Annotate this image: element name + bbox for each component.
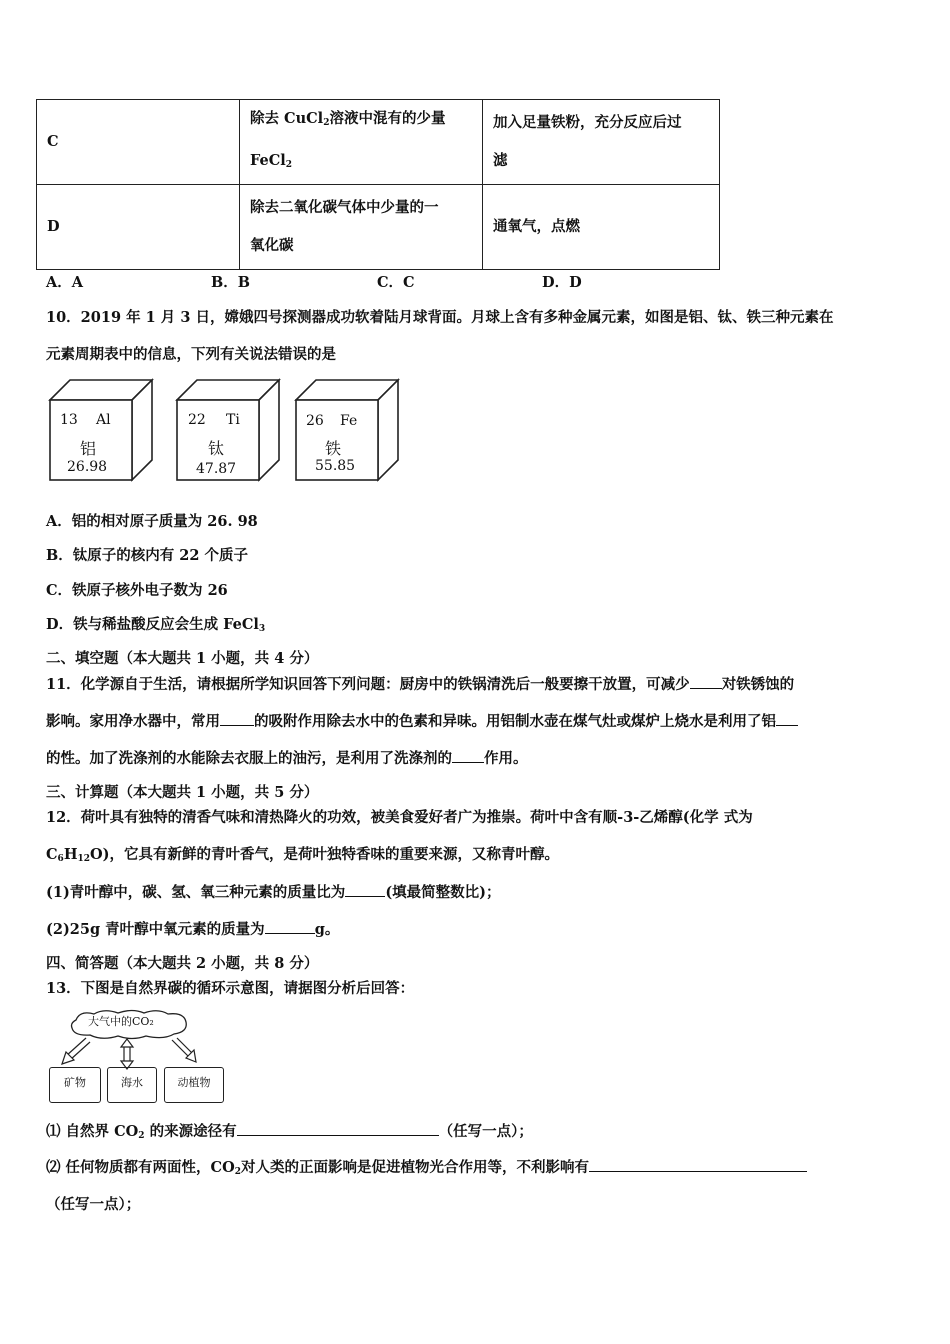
method-cell: 加入足量铁粉，充分反应后过 滤 xyxy=(483,100,720,185)
q10-line1: 10．2019 年 1 月 3 日，嫦娥四号探测器成功软着陆月球背面。月球上含有多种金属元素，如图是铝、钛、铁三种元素在 xyxy=(46,309,834,326)
plants-animals-box: 动植物 xyxy=(164,1067,224,1103)
choice-b: B．B xyxy=(211,274,251,291)
q10-line2: 元素周期表中的信息，下列有关说法错误的是 xyxy=(46,346,336,363)
purpose-cell: 除去 CuCl$_2$溶液中混有的少量 FeCl$_2$ xyxy=(240,100,483,185)
minerals-box: 矿物 xyxy=(49,1067,101,1103)
section-3-heading: 三、计算题（本大题共 1 小题，共 5 分） xyxy=(46,784,319,801)
atmosphere-co2-label: 大气中的CO₂ xyxy=(88,1015,154,1028)
q13-part2: ⑵ 任何物质都有两面性，$CO_2$对人类的正面影响是促进植物光合作用等，不利影响有 xyxy=(46,1157,807,1182)
q12-part2: (2)25g 青叶醇中氧元素的质量为 g。 xyxy=(46,921,340,938)
atomic-mass: 55.85 xyxy=(315,458,356,474)
element-symbol: Al xyxy=(96,412,111,428)
q12-part1: (1)青叶醇中，碳、氢、氧三种元素的质量比为 (填最简整数比)； xyxy=(46,884,501,901)
atomic-number: 13 xyxy=(60,412,78,428)
table-row xyxy=(37,185,720,270)
element-name: 铁 xyxy=(325,439,342,458)
option-label: C xyxy=(37,100,240,185)
q11-line2: 影响。家用净水器中，常用 的吸附作用除去水中的色素和异味。用铝制水壶在煤气灶或煤炉上烧水是利用了铝 xyxy=(46,711,798,732)
q10-choice-a: A．铝的相对原子质量为 26. 98 xyxy=(46,513,258,530)
q13-line1: 13．下图是自然界碳的循环示意图，请据图分析后回答： xyxy=(46,980,415,997)
element-name: 铝 xyxy=(80,439,97,458)
element-symbol: Fe xyxy=(340,413,358,429)
table-row xyxy=(37,100,720,185)
q13-part1: ⑴ 自然界 $CO_2$ 的来源途径有 （任写一点）； xyxy=(46,1123,533,1141)
section-2-heading: 二、填空题（本大题共 1 小题，共 4 分） xyxy=(46,650,319,667)
q12-line1: 12．荷叶具有独特的清香气味和清热降火的功效，被美食爱好者广为推崇。荷叶中含有顺-3-乙烯醇(化学 式为 xyxy=(46,809,753,826)
method-cell: 通氧气，点燃 xyxy=(483,185,720,270)
element-symbol: Ti xyxy=(226,412,240,428)
q10-choice-b: B．钛原子的核内有 22 个质子 xyxy=(46,547,249,564)
choice-a: A．A xyxy=(46,274,84,291)
q10-choice-c: C．铁原子核外电子数为 26 xyxy=(46,582,228,599)
section-4-heading: 四、简答题（本大题共 2 小题，共 8 分） xyxy=(46,955,319,972)
atomic-mass: 47.87 xyxy=(196,461,237,477)
q13-part2-cont: （任写一点）； xyxy=(46,1196,141,1213)
option-label: D xyxy=(37,185,240,270)
atomic-number: 22 xyxy=(188,412,206,428)
seawater-box: 海水 xyxy=(107,1067,157,1103)
q12-line2: $C_6H_{12}O$)，它具有新鲜的青叶香气，是荷叶独特香味的重要来源，又称青叶醇。 xyxy=(46,846,560,864)
q10-choice-d: D．铁与稀盐酸反应会生成 FeCl$_3$ xyxy=(46,616,266,634)
atomic-mass: 26.98 xyxy=(67,459,108,475)
element-name: 钛 xyxy=(208,439,225,458)
q11-line3: 的性。加了洗涤剂的水能除去衣服上的油污，是利用了洗涤剂的 作用。 xyxy=(46,750,528,767)
atomic-number: 26 xyxy=(306,413,324,429)
q11-line1: 11．化学源自于生活，请根据所学知识回答下列问题：厨房中的铁锅清洗后一般要擦干放置，可减少 对铁锈蚀的 xyxy=(46,676,795,693)
choice-d: D．D xyxy=(542,274,582,291)
options-table xyxy=(36,99,720,270)
choice-c: C．C xyxy=(377,274,415,291)
purpose-cell: 除去二氧化碳气体中少量的一 氧化碳 xyxy=(240,185,483,270)
